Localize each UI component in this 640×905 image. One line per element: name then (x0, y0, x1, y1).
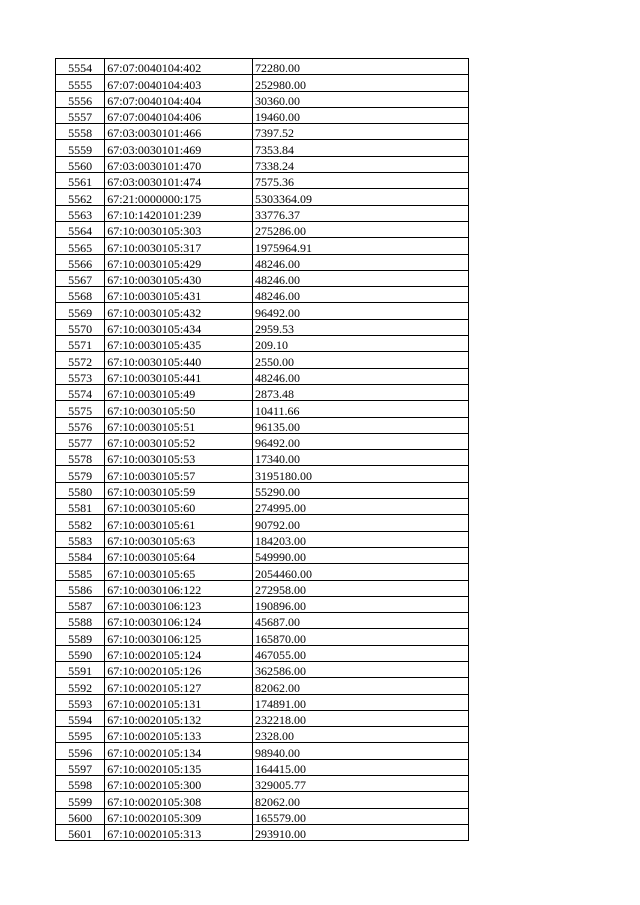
row-number-cell: 5600 (56, 808, 105, 824)
cadastral-number-cell: 67:10:0030105:431 (105, 287, 253, 303)
amount-cell: 96135.00 (252, 417, 468, 433)
table-row (56, 694, 469, 710)
amount-cell: 190896.00 (252, 596, 468, 612)
row-number-cell: 5583 (56, 531, 105, 547)
table-row (56, 270, 469, 286)
cadastral-number-cell: 67:10:0030105:435 (105, 336, 253, 352)
table-row (56, 91, 469, 107)
table-row (56, 678, 469, 694)
amount-cell: 55290.00 (252, 482, 468, 498)
cadastral-number-cell: 67:10:0030106:125 (105, 629, 253, 645)
amount-cell: 48246.00 (252, 270, 468, 286)
row-number-cell: 5562 (56, 189, 105, 205)
cadastral-number-cell: 67:10:0030105:303 (105, 221, 253, 237)
amount-cell: 2959.53 (252, 319, 468, 335)
amount-cell: 82062.00 (252, 678, 468, 694)
cadastral-number-cell: 67:10:0030106:122 (105, 580, 253, 596)
amount-cell: 293910.00 (252, 824, 468, 840)
amount-cell: 252980.00 (252, 75, 468, 91)
cadastral-number-cell: 67:10:0030105:63 (105, 531, 253, 547)
amount-cell: 17340.00 (252, 450, 468, 466)
row-number-cell: 5560 (56, 156, 105, 172)
row-number-cell: 5581 (56, 499, 105, 515)
amount-cell: 174891.00 (252, 694, 468, 710)
row-number-cell: 5576 (56, 417, 105, 433)
amount-cell: 7338.24 (252, 156, 468, 172)
row-number-cell: 5584 (56, 547, 105, 563)
amount-cell: 7353.84 (252, 140, 468, 156)
amount-cell: 48246.00 (252, 254, 468, 270)
amount-cell: 2054460.00 (252, 564, 468, 580)
amount-cell: 90792.00 (252, 515, 468, 531)
table-row (56, 417, 469, 433)
table-row (56, 596, 469, 612)
amount-cell: 19460.00 (252, 107, 468, 123)
row-number-cell: 5559 (56, 140, 105, 156)
cadastral-number-cell: 67:03:0030101:469 (105, 140, 253, 156)
row-number-cell: 5554 (56, 59, 105, 75)
table-row (56, 743, 469, 759)
row-number-cell: 5595 (56, 727, 105, 743)
amount-cell: 45687.00 (252, 613, 468, 629)
row-number-cell: 5588 (56, 613, 105, 629)
table-row (56, 59, 469, 75)
table-row (56, 352, 469, 368)
amount-cell: 275286.00 (252, 221, 468, 237)
row-number-cell: 5578 (56, 450, 105, 466)
table-row (56, 433, 469, 449)
amount-cell: 329005.77 (252, 776, 468, 792)
cadastral-number-cell: 67:10:0030105:52 (105, 433, 253, 449)
table-row (56, 189, 469, 205)
cadastral-number-cell: 67:10:0030105:430 (105, 270, 253, 286)
row-number-cell: 5597 (56, 759, 105, 775)
cadastral-number-cell: 67:10:0030106:124 (105, 613, 253, 629)
row-number-cell: 5561 (56, 173, 105, 189)
row-number-cell: 5573 (56, 368, 105, 384)
cadastral-number-cell: 67:10:0020105:134 (105, 743, 253, 759)
table-row (56, 824, 469, 840)
amount-cell: 274995.00 (252, 499, 468, 515)
row-number-cell: 5592 (56, 678, 105, 694)
cadastral-number-cell: 67:10:1420101:239 (105, 205, 253, 221)
amount-cell: 5303364.09 (252, 189, 468, 205)
amount-cell: 165579.00 (252, 808, 468, 824)
table-row (56, 515, 469, 531)
cadastral-number-cell: 67:10:0020105:313 (105, 824, 253, 840)
cadastral-number-cell: 67:10:0030105:51 (105, 417, 253, 433)
table-row (56, 205, 469, 221)
cadastral-number-cell: 67:10:0030105:434 (105, 319, 253, 335)
row-number-cell: 5585 (56, 564, 105, 580)
table-row (56, 792, 469, 808)
row-number-cell: 5556 (56, 91, 105, 107)
cadastral-number-cell: 67:07:0040104:404 (105, 91, 253, 107)
cadastral-number-cell: 67:03:0030101:470 (105, 156, 253, 172)
cadastral-number-cell: 67:10:0030105:429 (105, 254, 253, 270)
row-number-cell: 5587 (56, 596, 105, 612)
table-row (56, 107, 469, 123)
cadastral-number-cell: 67:10:0030105:50 (105, 401, 253, 417)
amount-cell: 2328.00 (252, 727, 468, 743)
row-number-cell: 5558 (56, 124, 105, 140)
table-row (56, 173, 469, 189)
table-row (56, 759, 469, 775)
table-row (56, 238, 469, 254)
table-row (56, 384, 469, 400)
amount-cell: 82062.00 (252, 792, 468, 808)
cadastral-number-cell: 67:07:0040104:402 (105, 59, 253, 75)
row-number-cell: 5590 (56, 645, 105, 661)
amount-cell: 467055.00 (252, 645, 468, 661)
amount-cell: 48246.00 (252, 368, 468, 384)
cadastral-number-cell: 67:10:0020105:308 (105, 792, 253, 808)
table-row (56, 531, 469, 547)
cadastral-number-cell: 67:10:0030105:49 (105, 384, 253, 400)
row-number-cell: 5594 (56, 710, 105, 726)
row-number-cell: 5570 (56, 319, 105, 335)
table-row (56, 287, 469, 303)
cadastral-number-cell: 67:10:0020105:127 (105, 678, 253, 694)
table-row (56, 336, 469, 352)
cadastral-number-cell: 67:10:0020105:131 (105, 694, 253, 710)
amount-cell: 165870.00 (252, 629, 468, 645)
row-number-cell: 5555 (56, 75, 105, 91)
table-row (56, 499, 469, 515)
table-row (56, 482, 469, 498)
row-number-cell: 5567 (56, 270, 105, 286)
table-row (56, 710, 469, 726)
amount-cell: 184203.00 (252, 531, 468, 547)
table-row (56, 450, 469, 466)
row-number-cell: 5572 (56, 352, 105, 368)
cadastral-number-cell: 67:10:0020105:300 (105, 776, 253, 792)
data-table (55, 58, 469, 841)
row-number-cell: 5586 (56, 580, 105, 596)
table-row (56, 808, 469, 824)
table-row (56, 564, 469, 580)
cadastral-number-cell: 67:10:0020105:124 (105, 645, 253, 661)
cadastral-number-cell: 67:10:0030105:60 (105, 499, 253, 515)
amount-cell: 10411.66 (252, 401, 468, 417)
row-number-cell: 5564 (56, 221, 105, 237)
table-row (56, 156, 469, 172)
cadastral-number-cell: 67:03:0030101:474 (105, 173, 253, 189)
cadastral-number-cell: 67:10:0030106:123 (105, 596, 253, 612)
table-row (56, 645, 469, 661)
table-row (56, 580, 469, 596)
cadastral-number-cell: 67:10:0030105:65 (105, 564, 253, 580)
table-row (56, 75, 469, 91)
amount-cell: 48246.00 (252, 287, 468, 303)
table-row (56, 629, 469, 645)
row-number-cell: 5563 (56, 205, 105, 221)
cadastral-number-cell: 67:10:0030105:59 (105, 482, 253, 498)
table-row (56, 368, 469, 384)
amount-cell: 2550.00 (252, 352, 468, 368)
row-number-cell: 5596 (56, 743, 105, 759)
cadastral-number-cell: 67:03:0030101:466 (105, 124, 253, 140)
cadastral-number-cell: 67:10:0030105:61 (105, 515, 253, 531)
cadastral-number-cell: 67:07:0040104:406 (105, 107, 253, 123)
amount-cell: 7575.36 (252, 173, 468, 189)
cadastral-number-cell: 67:10:0020105:309 (105, 808, 253, 824)
cadastral-number-cell: 67:10:0020105:126 (105, 661, 253, 677)
cadastral-number-cell: 67:10:0030105:53 (105, 450, 253, 466)
row-number-cell: 5569 (56, 303, 105, 319)
row-number-cell: 5580 (56, 482, 105, 498)
cadastral-number-cell: 67:07:0040104:403 (105, 75, 253, 91)
amount-cell: 362586.00 (252, 661, 468, 677)
amount-cell: 96492.00 (252, 303, 468, 319)
table-row (56, 254, 469, 270)
table-row (56, 319, 469, 335)
amount-cell: 164415.00 (252, 759, 468, 775)
row-number-cell: 5566 (56, 254, 105, 270)
row-number-cell: 5599 (56, 792, 105, 808)
cadastral-number-cell: 67:10:0030105:64 (105, 547, 253, 563)
amount-cell: 3195180.00 (252, 466, 468, 482)
amount-cell: 272958.00 (252, 580, 468, 596)
row-number-cell: 5593 (56, 694, 105, 710)
amount-cell: 1975964.91 (252, 238, 468, 254)
row-number-cell: 5557 (56, 107, 105, 123)
table-body (56, 59, 469, 841)
amount-cell: 98940.00 (252, 743, 468, 759)
row-number-cell: 5598 (56, 776, 105, 792)
row-number-cell: 5574 (56, 384, 105, 400)
amount-cell: 30360.00 (252, 91, 468, 107)
cadastral-number-cell: 67:21:0000000:175 (105, 189, 253, 205)
table-row (56, 466, 469, 482)
cadastral-number-cell: 67:10:0020105:135 (105, 759, 253, 775)
cadastral-number-cell: 67:10:0030105:317 (105, 238, 253, 254)
amount-cell: 72280.00 (252, 59, 468, 75)
amount-cell: 7397.52 (252, 124, 468, 140)
row-number-cell: 5591 (56, 661, 105, 677)
table-row (56, 124, 469, 140)
table-row (56, 613, 469, 629)
amount-cell: 232218.00 (252, 710, 468, 726)
amount-cell: 209.10 (252, 336, 468, 352)
cadastral-number-cell: 67:10:0030105:432 (105, 303, 253, 319)
cadastral-number-cell: 67:10:0020105:132 (105, 710, 253, 726)
cadastral-number-cell: 67:10:0030105:57 (105, 466, 253, 482)
cadastral-number-cell: 67:10:0030105:440 (105, 352, 253, 368)
amount-cell: 96492.00 (252, 433, 468, 449)
row-number-cell: 5565 (56, 238, 105, 254)
table-row (56, 776, 469, 792)
table-row (56, 547, 469, 563)
table-row (56, 140, 469, 156)
row-number-cell: 5579 (56, 466, 105, 482)
row-number-cell: 5568 (56, 287, 105, 303)
cadastral-number-cell: 67:10:0020105:133 (105, 727, 253, 743)
table-row (56, 401, 469, 417)
row-number-cell: 5582 (56, 515, 105, 531)
row-number-cell: 5575 (56, 401, 105, 417)
table-row (56, 727, 469, 743)
row-number-cell: 5577 (56, 433, 105, 449)
amount-cell: 33776.37 (252, 205, 468, 221)
row-number-cell: 5601 (56, 824, 105, 840)
amount-cell: 2873.48 (252, 384, 468, 400)
cadastral-number-cell: 67:10:0030105:441 (105, 368, 253, 384)
table-row (56, 303, 469, 319)
row-number-cell: 5571 (56, 336, 105, 352)
row-number-cell: 5589 (56, 629, 105, 645)
amount-cell: 549990.00 (252, 547, 468, 563)
table-row (56, 661, 469, 677)
table-row (56, 221, 469, 237)
